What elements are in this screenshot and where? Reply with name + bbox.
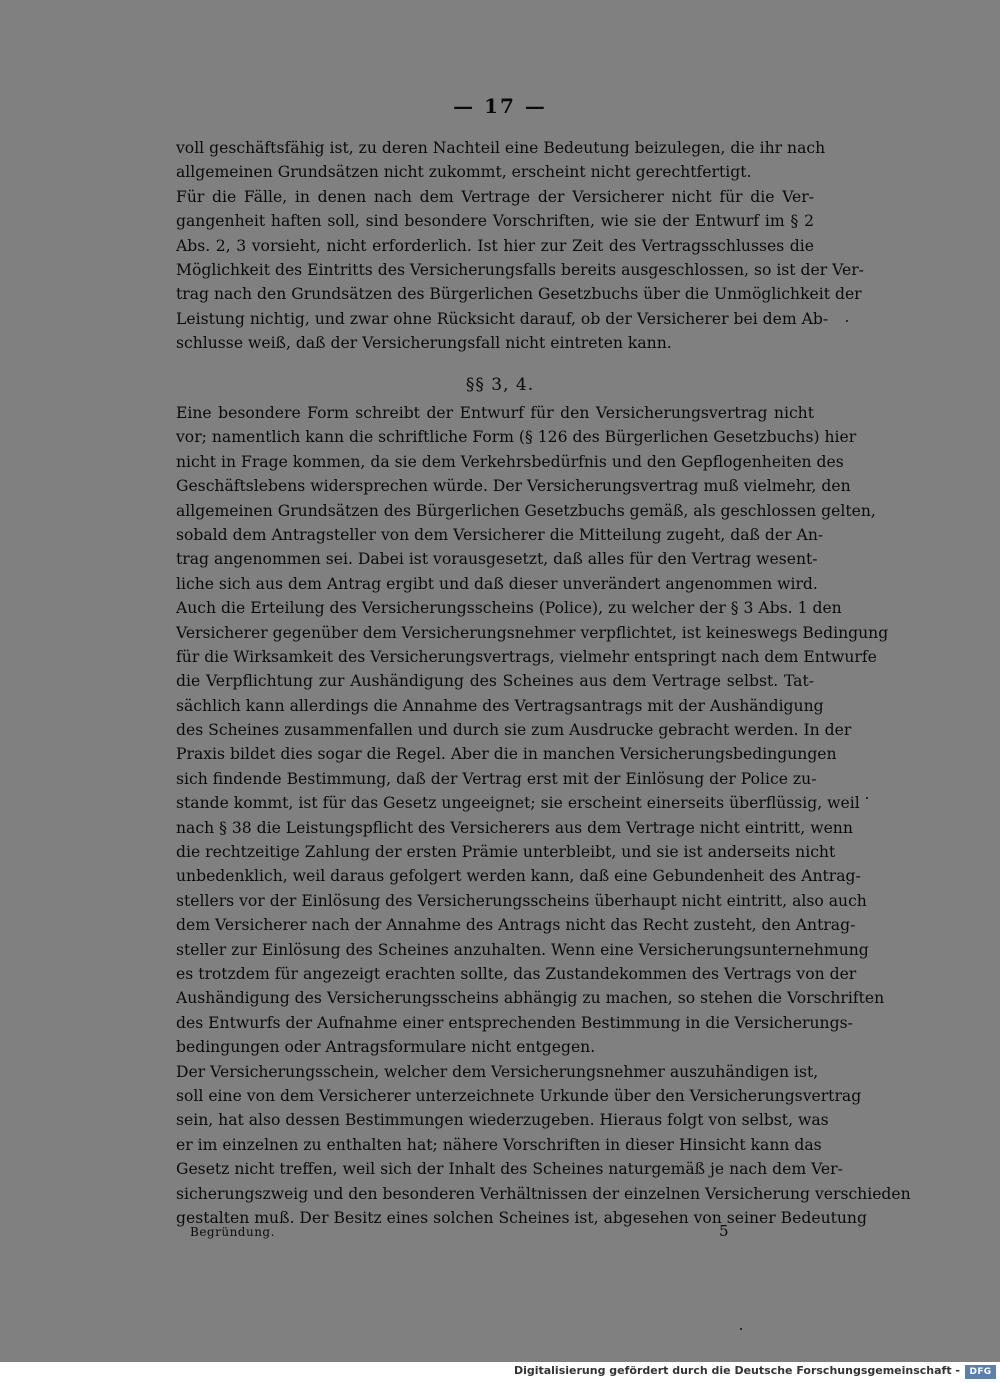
text-line: bedingungen oder Antragsformulare nicht entgegen. — [176, 1038, 596, 1057]
text-line: des Entwurfs der Aufnahme einer entsprechenden Bestimmung in die Versicherungs- — [176, 1013, 853, 1032]
text-line: Versicherer gegenüber dem Versicherungsnehmer verpflichtet, ist keineswegs Bedingung — [176, 623, 889, 642]
scan-speck — [846, 320, 848, 322]
text-line: die rechtzeitige Zahlung der ersten Prämie unterbleibt, und sie ist anderseits nicht — [176, 843, 836, 862]
text-line: stande kommt, ist für das Gesetz ungeeignet; sie erscheint einerseits überflüssig, weil — [176, 794, 860, 813]
text-line: gestalten muß. Der Besitz eines solchen Scheines ist, abgesehen von seiner Bedeutung — [176, 1208, 867, 1227]
text-line: die Verpflichtung zur Aushändigung des Scheines aus dem Vertrage selbst. Tat- — [176, 672, 814, 691]
text-line: stellers vor der Einlösung des Versicherungsscheins überhaupt nicht eintritt, also auch — [176, 891, 867, 910]
text-line: Aushändigung des Versicherungsscheins abhängig zu machen, so stehen die Vorschriften — [176, 989, 885, 1008]
text-line: Möglichkeit des Eintritts des Versicherungsfalls bereits ausgeschlossen, so ist der Ver- — [176, 260, 864, 279]
text-line: Praxis bildet dies sogar die Regel. Aber die in manchen Versicherungsbedingungen — [176, 745, 837, 764]
dfg-logo: DFG — [965, 1365, 996, 1379]
page-number: — 17 — — [453, 94, 547, 118]
text-line: des Scheines zusammenfallen und durch sie zum Ausdrucke gebracht werden. In der — [176, 721, 852, 740]
text-line: allgemeinen Grundsätzen des Bürgerlichen Gesetzbuchs gemäß, als geschlossen gelten, — [176, 501, 876, 520]
text-line: Abs. 2, 3 vorsieht, nicht erforderlich. Ist hier zur Zeit des Vertragsschlusses die — [176, 236, 814, 255]
text-line: dem Versicherer nach der Annahme des Antrags nicht das Recht zusteht, den Antrag- — [176, 916, 856, 935]
section-heading: §§ 3, 4. — [465, 375, 535, 395]
text-line: Geschäftslebens widersprechen würde. Der Versicherungsvertrag muß vielmehr, den — [176, 477, 851, 496]
text-line: für die Wirksamkeit des Versicherungsvertrags, vielmehr entspringt nach dem Entwurfe — [176, 647, 877, 666]
text-line: Gesetz nicht treffen, weil sich der Inhalt des Scheines naturgemäß je nach dem Ver- — [176, 1160, 843, 1179]
text-line: schlusse weiß, daß der Versicherungsfall nicht eintreten kann. — [176, 334, 672, 353]
footer-credit: Digitalisierung gefördert durch die Deutsche Forschungsgemeinschaft - — [513, 1364, 960, 1377]
text-line: nicht in Frage kommen, da sie dem Verkehrsbedürfnis und den Gepflogenheiten des — [176, 452, 844, 471]
text-line: Eine besondere Form schreibt der Entwurf für den Versicherungsvertrag nicht — [176, 404, 814, 422]
paragraph-block-intro — [176, 136, 864, 356]
text-line: allgemeinen Grundsätzen nicht zukommt, erscheint nicht gerechtfertigt. — [176, 163, 752, 182]
text-line: trag angenommen sei. Dabei ist vorausgesetzt, daß alles für den Vertrag wesent- — [176, 550, 818, 569]
text-line: es trotzdem für angezeigt erachten sollte, das Zustandekommen des Vertrags von der — [176, 964, 857, 983]
text-line: liche sich aus dem Antrag ergibt und daß dieser unverändert angenommen wird. — [176, 574, 818, 593]
signature-mark: Begründung. — [190, 1225, 275, 1239]
footer-bar — [0, 1362, 1000, 1383]
text-line: Der Versicherungsschein, welcher dem Versicherungsnehmer auszuhändigen ist, — [176, 1062, 819, 1081]
text-line: Leistung nichtig, und zwar ohne Rücksicht darauf, ob der Versicherer bei dem Ab- — [176, 309, 829, 328]
text-line: sächlich kann allerdings die Annahme des Vertragsantrags mit der Aushändigung — [176, 696, 824, 715]
sheet-number: 5 — [719, 1222, 729, 1240]
text-line: sein, hat also dessen Bestimmungen wiederzugeben. Hieraus folgt von selbst, was — [176, 1111, 829, 1130]
scan-speck — [866, 797, 868, 799]
text-line: steller zur Einlösung des Scheines anzuhalten. Wenn eine Versicherungsunternehmung — [176, 940, 869, 959]
scan-speck — [740, 1328, 742, 1330]
text-line: Auch die Erteilung des Versicherungsscheins (Police), zu welcher der § 3 Abs. 1 den — [176, 599, 842, 618]
paragraph-block-section — [176, 401, 911, 1230]
text-line: unbedenklich, weil daraus gefolgert werden kann, daß eine Gebundenheit des Antrag- — [176, 867, 861, 886]
text-line: sich findende Bestimmung, daß der Vertrag erst mit der Einlösung der Police zu- — [176, 769, 817, 788]
text-line: trag nach den Grundsätzen des Bürgerlichen Gesetzbuchs über die Unmöglichkeit der — [176, 285, 862, 304]
text-line: sobald dem Antragsteller von dem Versicherer die Mitteilung zugeht, daß der An- — [176, 525, 824, 544]
text-line: gangenheit haften soll, sind besondere Vorschriften, wie sie der Entwurf im § 2 — [176, 212, 814, 231]
text-line: voll geschäftsfähig ist, zu deren Nachteil eine Bedeutung beizulegen, die ihr nach — [176, 139, 826, 157]
text-line: nach § 38 die Leistungspflicht des Versicherers aus dem Vertrage nicht eintritt, wenn — [176, 818, 853, 837]
text-line: soll eine von dem Versicherer unterzeichnete Urkunde über den Versicherungsvertrag — [176, 1086, 862, 1105]
text-line: sicherungszweig und den besonderen Verhältnissen der einzelnen Versicherung verschieden — [176, 1184, 911, 1203]
text-line: er im einzelnen zu enthalten hat; nähere Vorschriften in dieser Hinsicht kann das — [176, 1135, 822, 1154]
text-line: vor; namentlich kann die schriftliche Form (§ 126 des Bürgerlichen Gesetzbuchs) hier — [176, 428, 857, 447]
text-line: Für die Fälle, in denen nach dem Vertrage der Versicherer nicht für die Ver- — [176, 187, 814, 206]
